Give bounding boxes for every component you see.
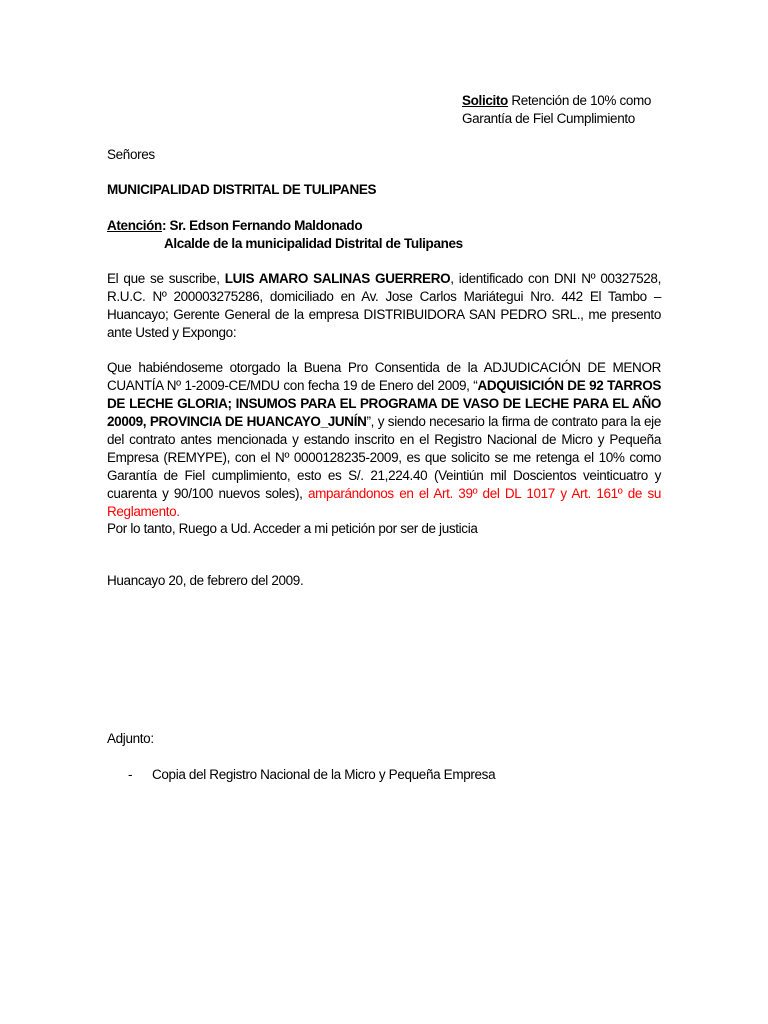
intro-paragraph xyxy=(107,270,661,342)
body-paragraph xyxy=(107,359,661,521)
attention-name: : Sr. Edson Fernando Maldonado xyxy=(161,218,363,233)
date-line: Huancayo 20, de febrero del 2009. xyxy=(107,573,304,588)
body-part-2: ”, y siendo necesario la firma de contrato para la eje del contrato antes mencionada y estando inscrito en el Registro Nacional de Micro y Pequeña Empresa (REMYPE), con el Nº 0000128235-2009, es que solicito se me retenga el 10% como Garantía de Fiel cumplimiento, esto es S/. 21,224.40 (Veintiún mil Doscientos veinticuatro y cuarenta y 90/100 nuevos soles), xyxy=(107,414,661,501)
attachments-label: Adjunto: xyxy=(107,731,154,746)
attention-label: Atención xyxy=(107,218,162,233)
attachment-bullet: - xyxy=(128,767,133,782)
procurement-title: ADQUISICIÓN DE 92 TARROS DE LECHE GLORIA; INSUMOS PARA EL PROGRAMA DE VASO DE LECHE PARA EL AÑO 20009, PROVINCIA DE HUANCAYO_JUNÍN xyxy=(107,378,661,429)
subject-label: Solicito xyxy=(462,93,508,108)
intro-prefix: El que se suscribe, xyxy=(107,271,225,286)
body-part-1: Que habiéndoseme otorgado la Buena Pro Consentida de la ADJUDICACIÓN DE MENOR CUANTÍA Nº 1-2009-CE/MDU con fecha 19 de Enero del 2009, “ xyxy=(107,360,661,393)
subject-block xyxy=(462,92,722,128)
intro-rest: , identificado con DNI Nº 00327528, R.U.C. Nº 200003275286, domiciliado en Av. Jose Carlos Mariátegui Nro. 442 El Tambo – Huancayo; Gerente General de la empresa DISTRIBUIDORA SAN PEDRO SRL., me presento ante Usted y Expongo: xyxy=(107,271,661,340)
legal-basis: amparándonos en el Art. 39º del DL 1017 y Art. 161º de su Reglamento. xyxy=(107,486,662,519)
greeting: Señores xyxy=(107,147,155,162)
closing-line: Por lo tanto, Ruego a Ud. Acceder a mi petición por ser de justicia xyxy=(107,521,478,536)
signer-name: LUIS AMARO SALINAS GUERRERO xyxy=(224,271,451,286)
attention-role: Alcalde de la municipalidad Distrital de Tulipanes xyxy=(164,236,463,251)
subject-line-1: Retención de 10% como xyxy=(507,93,652,108)
attention-line xyxy=(107,218,362,233)
attachment-item: Copia del Registro Nacional de la Micro y Pequeña Empresa xyxy=(152,767,496,782)
recipient: MUNICIPALIDAD DISTRITAL DE TULIPANES xyxy=(107,182,377,197)
subject-line-2: Garantía de Fiel Cumplimiento xyxy=(462,111,635,126)
